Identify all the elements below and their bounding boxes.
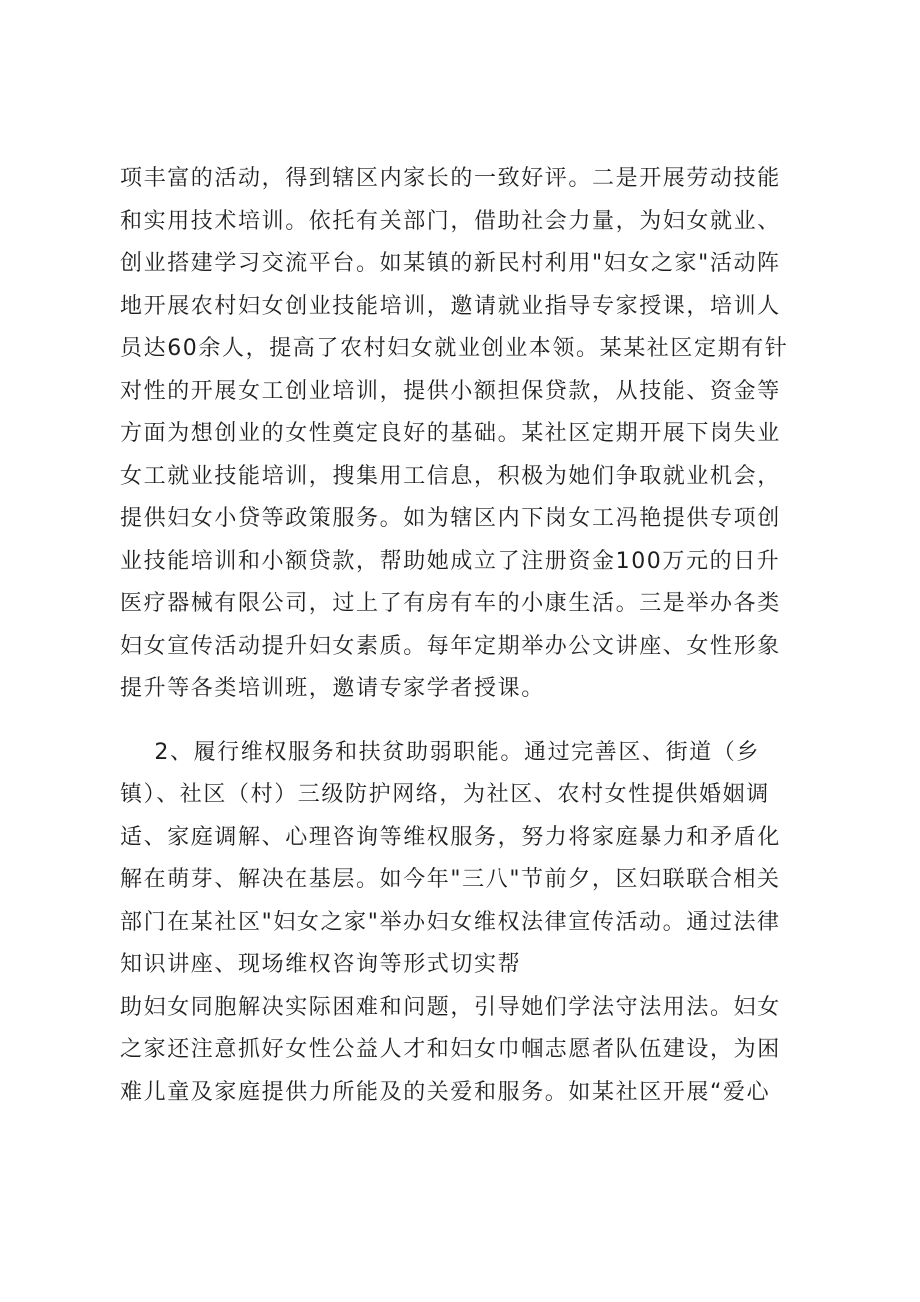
text-line: 医疗器械有限公司，过上了有房有车的小康生活。三是举办各类 xyxy=(120,591,781,616)
text-line: 妇女宣传活动提升妇女素质。每年定期举办公文讲座、女性形象 xyxy=(120,633,781,659)
text-line: 部门在某社区"妇女之家"举办妇女维权法律宣传活动。通过法律 xyxy=(120,909,781,935)
text-line: 适、家庭调解、心理咨询等维权服务，努力将家庭暴力和矛盾化 xyxy=(120,824,781,850)
paragraph-1 xyxy=(120,158,810,711)
text-line: 助妇女同胞解决实际困难和问题，引导她们学法守法用法。妇女 xyxy=(120,994,781,1020)
text-line: 难儿童及家庭提供力所能及的关爱和服务。如某社区开展“爱心 xyxy=(120,1079,771,1105)
text-line: 创业搭建学习交流平台。如某镇的新民村利用"妇女之家"活动阵 xyxy=(120,251,781,276)
text-line: 业技能培训和小额贷款，帮助她成立了注册资金100万元的日升 xyxy=(120,548,781,574)
text-line: 和实用技术培训。依托有关部门，借助社会力量，为妇女就业、 xyxy=(120,208,781,234)
text-line: 解在萌芽、解决在基层。如今年"三八"节前夕，区妇联联合相关 xyxy=(120,867,781,892)
document-body xyxy=(120,158,810,1114)
text-line: 员达60余人，提高了农村妇女就业创业本领。某某社区定期有针 xyxy=(120,336,789,361)
text-line: 2、履行维权服务和扶贫助弱职能。通过完善区、街道（乡 xyxy=(120,739,760,765)
text-line: 对性的开展女工创业培训，提供小额担保贷款，从技能、资金等 xyxy=(120,378,781,404)
text-line: 项丰富的活动，得到辖区内家长的一致好评。二是开展劳动技能 xyxy=(120,166,781,191)
text-line: 之家还注意抓好女性公益人才和妇女巾帼志愿者队伍建设，为困 xyxy=(120,1037,781,1062)
text-line: 方面为想创业的女性奠定良好的基础。某社区定期开展下岗失业 xyxy=(120,421,781,446)
text-line: 镇）、社区（村）三级防护网络，为社区、农村女性提供婚姻调 xyxy=(120,782,770,807)
text-line: 知识讲座、现场维权咨询等形式切实帮 xyxy=(120,952,522,977)
text-line: 女工就业技能培训，搜集用工信息，积极为她们争取就业机会， xyxy=(120,463,781,489)
text-line: 地开展农村妇女创业技能培训，邀请就业指导专家授课，培训人 xyxy=(120,293,781,319)
text-line: 提供妇女小贷等政策服务。如为辖区内下岗女工冯艳提供专项创 xyxy=(120,506,781,531)
text-line: 提升等各类培训班，邀请专家学者授课。 xyxy=(120,676,545,701)
paragraph-2 xyxy=(120,732,810,1115)
